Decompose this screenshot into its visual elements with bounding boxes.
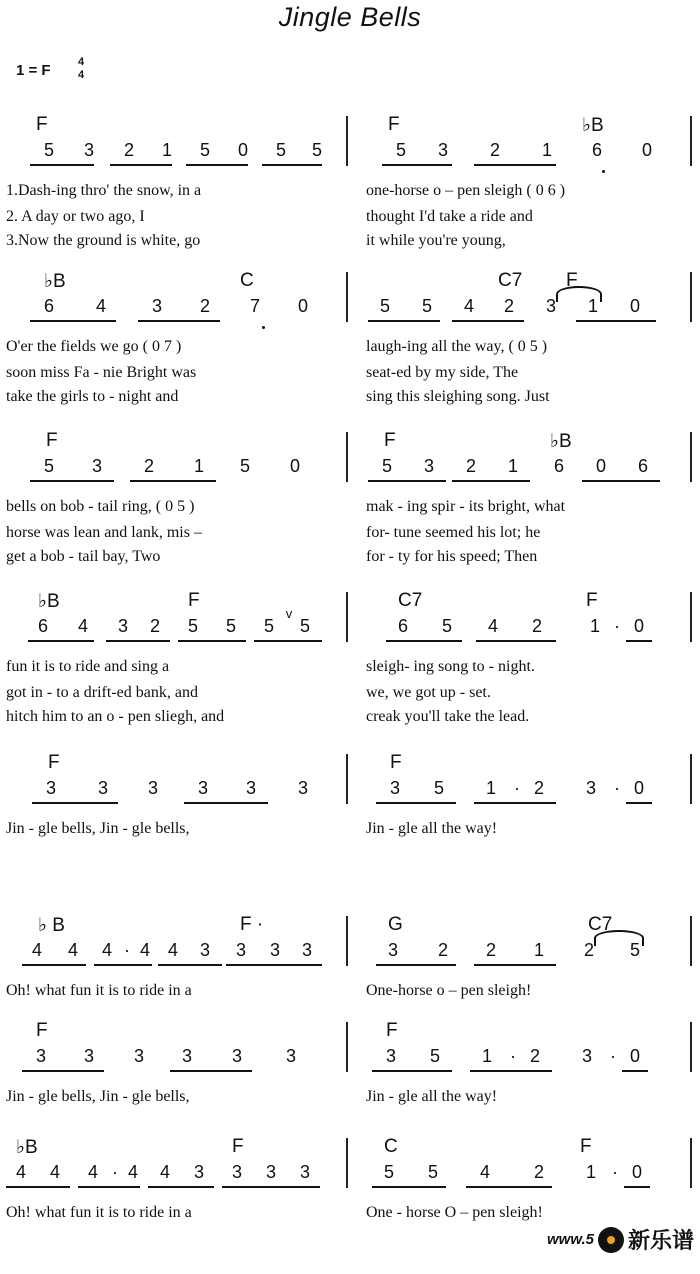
note: 1	[485, 778, 496, 798]
beam-line	[376, 802, 456, 804]
beam-line	[186, 164, 248, 166]
lyric-line: Jin - gle all the way!	[366, 820, 498, 837]
note: 6	[591, 140, 602, 160]
breath-mark: v	[285, 606, 293, 621]
lyric-line: hitch him to an o - pen sliegh, and	[6, 708, 225, 725]
note: ·	[112, 1162, 118, 1182]
note: 7	[249, 296, 260, 316]
lyric-line: take the girls to - night and	[6, 388, 179, 405]
lyric-line: seat-ed by my side, The	[366, 364, 519, 381]
beam-line	[626, 640, 652, 642]
note: 4	[15, 1162, 26, 1182]
beam-line	[254, 640, 322, 642]
note: 3	[265, 1162, 276, 1182]
note: 4	[95, 296, 106, 316]
note: 5	[383, 1162, 394, 1182]
beam-line	[170, 1070, 252, 1072]
octave-dot	[602, 170, 605, 173]
note: 2	[583, 940, 594, 960]
chord-symbol: F	[46, 430, 58, 451]
beam-line	[178, 640, 246, 642]
note: 0	[633, 778, 644, 798]
beam-line	[624, 1186, 650, 1188]
note: 2	[149, 616, 160, 636]
note: 5	[441, 616, 452, 636]
beam-line	[30, 480, 114, 482]
beam-line	[626, 802, 652, 804]
note: 5	[225, 616, 236, 636]
beam-line	[476, 640, 556, 642]
note: ·	[612, 1162, 618, 1182]
bar-line	[346, 754, 348, 804]
score-system	[0, 428, 700, 568]
note: 3	[147, 778, 158, 798]
lyric-line: laugh-ing all the way, ( 0 5 )	[366, 338, 548, 355]
lyric-line: one-horse o – pen sleigh ( 0 6 )	[366, 182, 566, 199]
note: 2	[123, 140, 134, 160]
note: 5	[433, 778, 444, 798]
beam-line	[78, 1186, 140, 1188]
note: ·	[610, 1046, 616, 1066]
time-signature-bottom: 4	[78, 69, 85, 81]
note: 3	[197, 778, 208, 798]
lyric-line: it while you're young,	[366, 232, 506, 249]
chord-symbol: F	[566, 270, 578, 291]
lyric-line: sleigh- ing song to - night.	[366, 658, 535, 675]
note: 0	[629, 296, 640, 316]
beam-line	[22, 1070, 104, 1072]
lyric-line: soon miss Fa - nie Bright was	[6, 364, 197, 381]
tie-arc	[556, 286, 602, 302]
chord-symbol: F	[36, 114, 48, 135]
note: 5	[429, 1046, 440, 1066]
note: 3	[581, 1046, 592, 1066]
note: 4	[87, 1162, 98, 1182]
note: 5	[311, 140, 322, 160]
beam-line	[452, 320, 524, 322]
beam-line	[28, 640, 94, 642]
lyric-line: One-horse o – pen sleigh!	[366, 982, 532, 999]
chord-symbol: ♭ B	[38, 915, 65, 936]
bar-line	[690, 1022, 692, 1072]
note: 3	[117, 616, 128, 636]
lyric-line: Jin - gle bells, Jin - gle bells,	[6, 820, 190, 837]
note: 5	[275, 140, 286, 160]
note: 3	[235, 940, 246, 960]
score-system	[0, 268, 700, 408]
score-system	[0, 750, 700, 890]
note: 4	[463, 296, 474, 316]
note: 3	[297, 778, 308, 798]
note: 3	[45, 778, 56, 798]
lyric-line: Oh! what fun it is to ride in a	[6, 1204, 192, 1221]
bar-line	[346, 916, 348, 966]
note: 3	[245, 778, 256, 798]
chord-symbol: F	[232, 1136, 244, 1157]
note: 3	[545, 296, 556, 316]
note: 3	[133, 1046, 144, 1066]
bar-line	[346, 272, 348, 322]
chord-symbol: F	[386, 1020, 398, 1041]
beam-line	[368, 320, 440, 322]
watermark	[547, 1224, 694, 1255]
note: 1	[533, 940, 544, 960]
note: 2	[533, 1162, 544, 1182]
note: ·	[614, 778, 620, 798]
note: 4	[31, 940, 42, 960]
octave-dot	[262, 326, 265, 329]
bar-line	[346, 116, 348, 166]
note: 5	[263, 616, 274, 636]
note: 0	[595, 456, 606, 476]
note: 6	[553, 456, 564, 476]
chord-symbol: F ·	[240, 914, 264, 935]
beam-line	[184, 802, 268, 804]
note: 2	[485, 940, 496, 960]
lyric-line: bells on bob - tail ring, ( 0 5 )	[6, 498, 195, 515]
bar-line	[690, 116, 692, 166]
note: 3	[83, 140, 94, 160]
lyric-line: for - ty for his speed; Then	[366, 548, 538, 565]
chord-symbol: ♭B	[44, 271, 66, 292]
lyric-line: Jin - gle bells, Jin - gle bells,	[6, 1088, 190, 1105]
lyric-line: thought I'd take a ride and	[366, 208, 533, 225]
note: 5	[427, 1162, 438, 1182]
note: 3	[387, 940, 398, 960]
note: ·	[124, 940, 130, 960]
note: 0	[633, 616, 644, 636]
beam-line	[466, 1186, 552, 1188]
beam-line	[576, 320, 656, 322]
song-title: Jingle Bells	[278, 2, 422, 32]
beam-line	[262, 164, 322, 166]
note: 3	[269, 940, 280, 960]
lyric-line: 1.Dash-ing thro' the snow, in a	[6, 182, 202, 199]
record-logo-icon	[598, 1227, 624, 1253]
bar-line	[346, 592, 348, 642]
bar-line	[690, 754, 692, 804]
note: 3	[151, 296, 162, 316]
beam-line	[372, 1070, 452, 1072]
note: 0	[641, 140, 652, 160]
note: 4	[139, 940, 150, 960]
note: 3	[231, 1046, 242, 1066]
watermark-site-name: 新乐谱	[627, 1229, 694, 1254]
note: 1	[587, 296, 598, 316]
beam-line	[106, 640, 170, 642]
chord-symbol: C7	[498, 270, 523, 291]
beam-line	[222, 1186, 320, 1188]
beam-line	[6, 1186, 70, 1188]
note: 5	[421, 296, 432, 316]
beam-line	[148, 1186, 214, 1188]
beam-line	[452, 480, 530, 482]
chord-symbol: G	[388, 914, 403, 935]
note: 5	[43, 140, 54, 160]
note: 5	[43, 456, 54, 476]
bar-line	[690, 916, 692, 966]
note: 2	[489, 140, 500, 160]
beam-line	[368, 480, 446, 482]
note: 2	[533, 778, 544, 798]
note: 4	[49, 1162, 60, 1182]
note: 2	[465, 456, 476, 476]
note: 1	[481, 1046, 492, 1066]
note: ·	[514, 778, 520, 798]
chord-symbol: F	[388, 114, 400, 135]
note: 5	[395, 140, 406, 160]
lyric-line: sing this sleighing song. Just	[366, 388, 550, 405]
note: 3	[199, 940, 210, 960]
watermark-url: www.5	[547, 1231, 594, 1248]
note: 1	[541, 140, 552, 160]
note: 3	[585, 778, 596, 798]
note: 1	[161, 140, 172, 160]
score-system	[0, 588, 700, 728]
chord-symbol: F	[586, 590, 598, 611]
lyric-line: 2. A day or two ago, I	[6, 208, 145, 225]
note: 3	[285, 1046, 296, 1066]
chord-symbol: ♭B	[16, 1137, 38, 1158]
note: 2	[437, 940, 448, 960]
beam-line	[30, 320, 116, 322]
lyric-line: we, we got up - set.	[366, 684, 491, 701]
lyric-line: One - horse O – pen sleigh!	[366, 1204, 543, 1221]
note: 2	[531, 616, 542, 636]
chord-symbol: C7	[398, 590, 423, 611]
beam-line	[376, 964, 456, 966]
note: 5	[381, 456, 392, 476]
note: 3	[437, 140, 448, 160]
lyric-line: horse was lean and lank, mis –	[6, 524, 202, 541]
note: 4	[77, 616, 88, 636]
chord-symbol: F	[188, 590, 200, 611]
note: 3	[423, 456, 434, 476]
lyric-line: get a bob - tail bay, Two	[6, 548, 161, 565]
bar-line	[346, 1022, 348, 1072]
lyric-line: Jin - gle all the way!	[366, 1088, 498, 1105]
note: 0	[237, 140, 248, 160]
beam-line	[382, 164, 452, 166]
lyric-line: got in - to a drift-ed bank, and	[6, 684, 198, 701]
chord-symbol: F	[580, 1136, 592, 1157]
note: 3	[83, 1046, 94, 1066]
bar-line	[690, 1138, 692, 1188]
note: 4	[479, 1162, 490, 1182]
tie-arc	[594, 930, 644, 946]
bar-line	[346, 1138, 348, 1188]
note: 1	[507, 456, 518, 476]
note: 3	[35, 1046, 46, 1066]
note: 1	[589, 616, 600, 636]
note: 2	[529, 1046, 540, 1066]
note: 3	[91, 456, 102, 476]
note: 4	[487, 616, 498, 636]
time-signature-top: 4	[78, 56, 85, 68]
note: 3	[301, 940, 312, 960]
note: 2	[199, 296, 210, 316]
beam-line	[32, 802, 118, 804]
beam-line	[158, 964, 222, 966]
chord-symbol: C	[240, 270, 254, 291]
note: 3	[231, 1162, 242, 1182]
note: 5	[239, 456, 250, 476]
note: 6	[43, 296, 54, 316]
note: 0	[631, 1162, 642, 1182]
note: 5	[199, 140, 210, 160]
time-signature	[78, 56, 84, 82]
lyric-line: 3.Now the ground is white, go	[6, 232, 201, 249]
note: 2	[503, 296, 514, 316]
chord-symbol: C	[384, 1136, 398, 1157]
beam-line	[474, 802, 556, 804]
note: 1	[193, 456, 204, 476]
note: ·	[510, 1046, 516, 1066]
note: 0	[297, 296, 308, 316]
note: 4	[167, 940, 178, 960]
beam-line	[30, 164, 94, 166]
beam-line	[130, 480, 216, 482]
beam-line	[474, 164, 556, 166]
note: 6	[637, 456, 648, 476]
note: 5	[187, 616, 198, 636]
beam-line	[226, 964, 322, 966]
lyric-line: for- tune seemed his lot; he	[366, 524, 541, 541]
beam-line	[470, 1070, 552, 1072]
lyric-line: O'er the fields we go ( 0 7 )	[6, 338, 182, 355]
chord-symbol: F	[384, 430, 396, 451]
chord-symbol: ♭B	[550, 431, 572, 452]
key-signature: 1 = F	[16, 62, 51, 79]
note: 3	[97, 778, 108, 798]
lyric-line: mak - ing spir - its bright, what	[366, 498, 566, 515]
lyric-line: Oh! what fun it is to ride in a	[6, 982, 192, 999]
chord-symbol: C7	[588, 914, 613, 935]
bar-line	[690, 592, 692, 642]
note: 0	[289, 456, 300, 476]
beam-line	[622, 1070, 648, 1072]
note: 4	[127, 1162, 138, 1182]
bar-line	[346, 432, 348, 482]
bar-line	[690, 432, 692, 482]
note: 5	[299, 616, 310, 636]
note: 4	[67, 940, 78, 960]
note: 4	[101, 940, 112, 960]
beam-line	[474, 964, 556, 966]
lyric-line: creak you'll take the lead.	[366, 708, 530, 725]
note: 5	[629, 940, 640, 960]
beam-line	[372, 1186, 446, 1188]
chord-symbol: ♭B	[38, 591, 60, 612]
beam-line	[582, 480, 660, 482]
note: 1	[585, 1162, 596, 1182]
note: 3	[299, 1162, 310, 1182]
note: 2	[143, 456, 154, 476]
beam-line	[94, 964, 152, 966]
note: 6	[37, 616, 48, 636]
note: 4	[159, 1162, 170, 1182]
beam-line	[110, 164, 172, 166]
note: 0	[629, 1046, 640, 1066]
note: 6	[397, 616, 408, 636]
note: 3	[389, 778, 400, 798]
chord-symbol: F	[36, 1020, 48, 1041]
score-system	[0, 112, 700, 252]
bar-line	[690, 272, 692, 322]
note: 5	[379, 296, 390, 316]
chord-symbol: F	[48, 752, 60, 773]
chord-symbol: ♭B	[582, 115, 604, 136]
lyric-line: fun it is to ride and sing a	[6, 658, 170, 675]
note: 3	[385, 1046, 396, 1066]
note: ·	[614, 616, 620, 636]
beam-line	[386, 640, 462, 642]
beam-line	[22, 964, 86, 966]
chord-symbol: F	[390, 752, 402, 773]
note: 3	[181, 1046, 192, 1066]
note: 3	[193, 1162, 204, 1182]
beam-line	[138, 320, 220, 322]
